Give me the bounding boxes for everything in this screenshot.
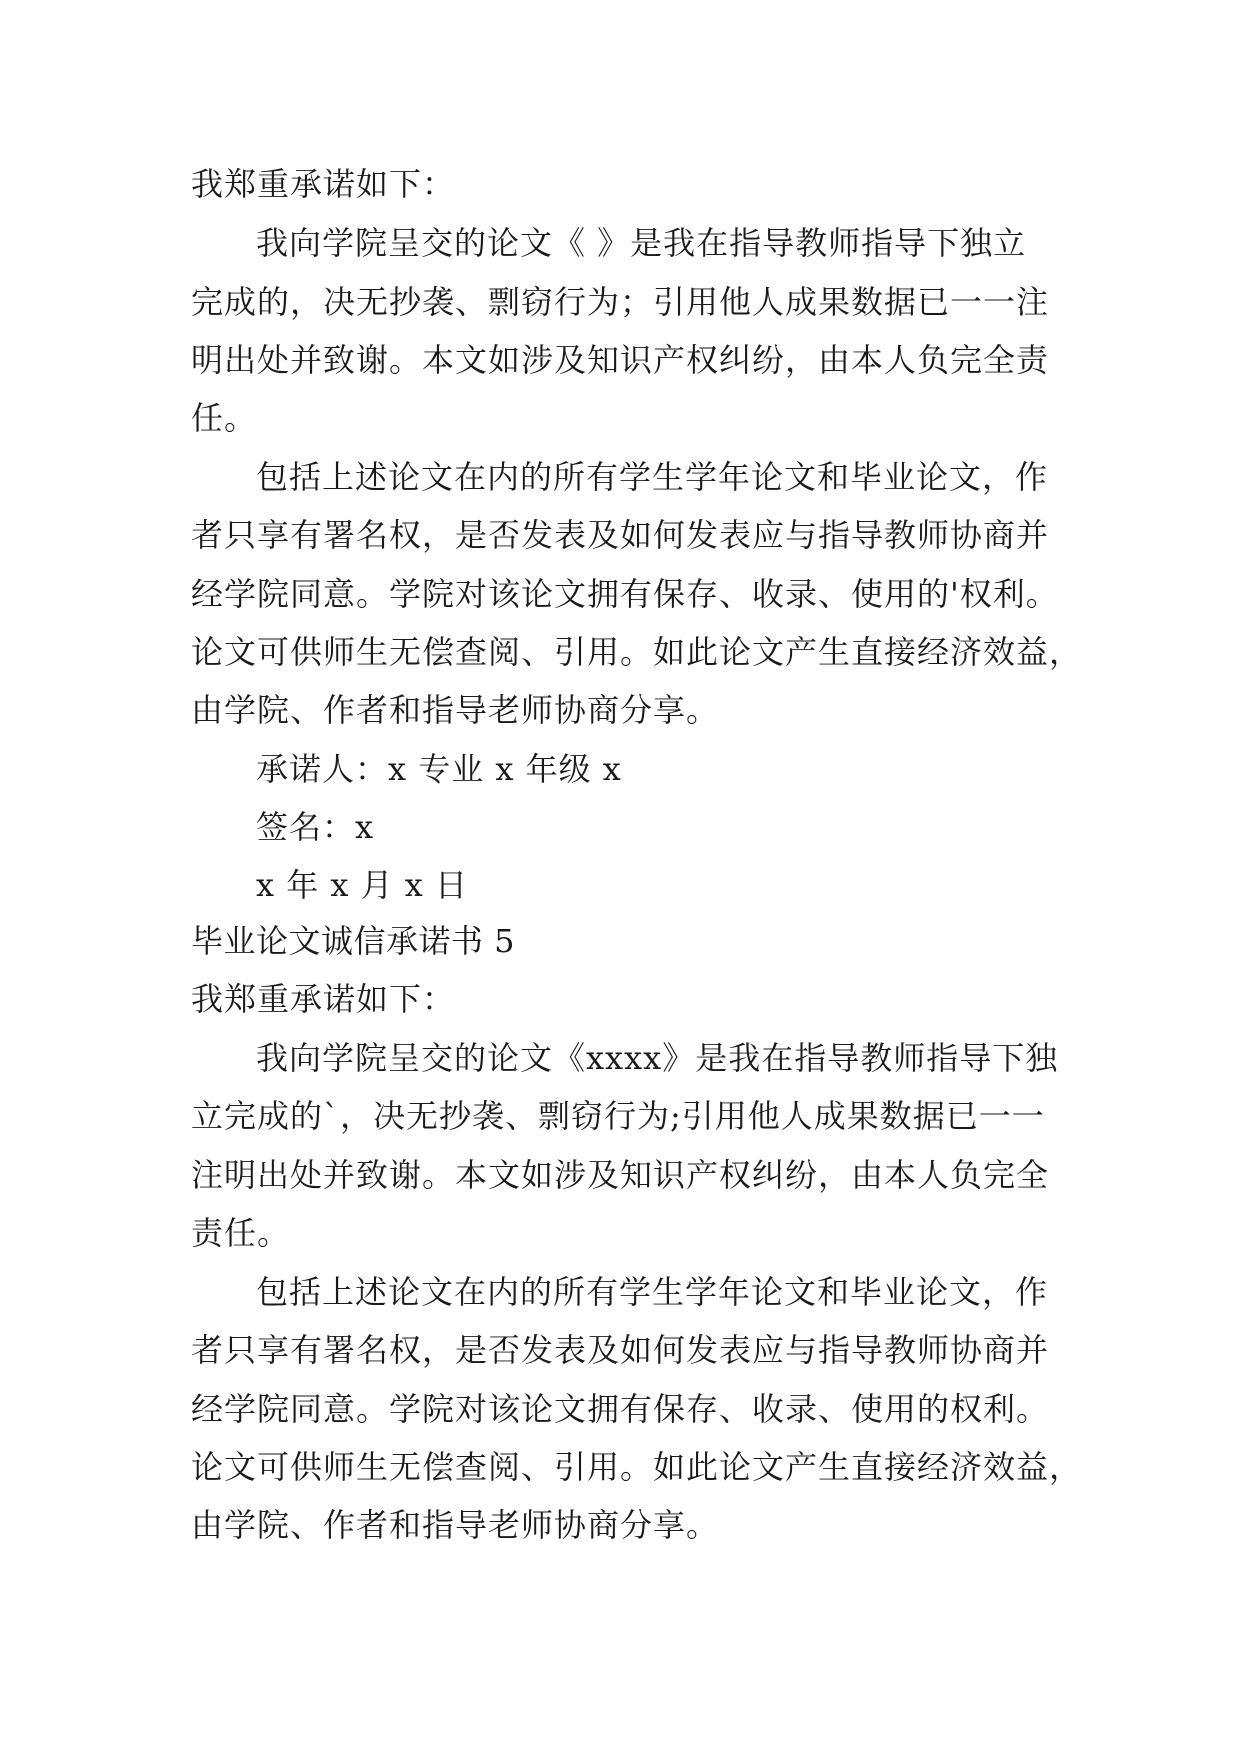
paragraph-line: 由学院、作者和指导老师协商分享。 — [191, 691, 720, 729]
paragraph-line: 明出处并致谢。本文如涉及知识产权纠纷，由本人负完全责 — [191, 341, 1050, 379]
paragraph-line: 我向学院呈交的论文《 》是我在指导教师指导下独立 — [256, 224, 1027, 262]
signer-line: 承诺人：x 专业 x 年级 x — [256, 750, 622, 788]
paragraph-line: 完成的，决无抄袭、剽窃行为；引用他人成果数据已一一注 — [191, 283, 1050, 321]
paragraph-line: 注明出处并致谢。本文如涉及知识产权纠纷，由本人负完全 — [191, 1156, 1050, 1194]
paragraph-line: 经学院同意。学院对该论文拥有保存、收录、使用的'权利。 — [191, 575, 1059, 613]
date-line: x 年 x 月 x 日 — [256, 866, 469, 904]
paragraph-line: 包括上述论文在内的所有学生学年论文和毕业论文，作 — [256, 1273, 1049, 1311]
paragraph-line: 论文可供师生无偿查阅、引用。如此论文产生直接经济效益， — [191, 1448, 1083, 1486]
section-title: 毕业论文诚信承诺书 5 — [191, 922, 516, 960]
signature-line: 签名：x — [256, 808, 375, 846]
paragraph-line: 经学院同意。学院对该论文拥有保存、收录、使用的权利。 — [191, 1390, 1050, 1428]
paragraph-line: 由学院、作者和指导老师协商分享。 — [191, 1506, 720, 1544]
paragraph-line: 者只享有署名权，是否发表及如何发表应与指导教师协商并 — [191, 1331, 1050, 1369]
paragraph-line: 责任。 — [191, 1214, 291, 1252]
promise-intro: 我郑重承诺如下： — [191, 980, 456, 1018]
paragraph-line: 包括上述论文在内的所有学生学年论文和毕业论文，作 — [256, 458, 1049, 496]
paragraph-line: 者只享有署名权，是否发表及如何发表应与指导教师协商并 — [191, 516, 1050, 554]
paragraph-line: 论文可供师生无偿查阅、引用。如此论文产生直接经济效益， — [191, 633, 1083, 671]
paragraph-line: 任。 — [191, 399, 258, 437]
paragraph-line: 立完成的`，决无抄袭、剽窃行为;引用他人成果数据已一一 — [191, 1097, 1045, 1135]
promise-intro: 我郑重承诺如下： — [191, 165, 456, 203]
paragraph-line: 我向学院呈交的论文《xxxx》是我在指导教师指导下独 — [256, 1039, 1059, 1077]
